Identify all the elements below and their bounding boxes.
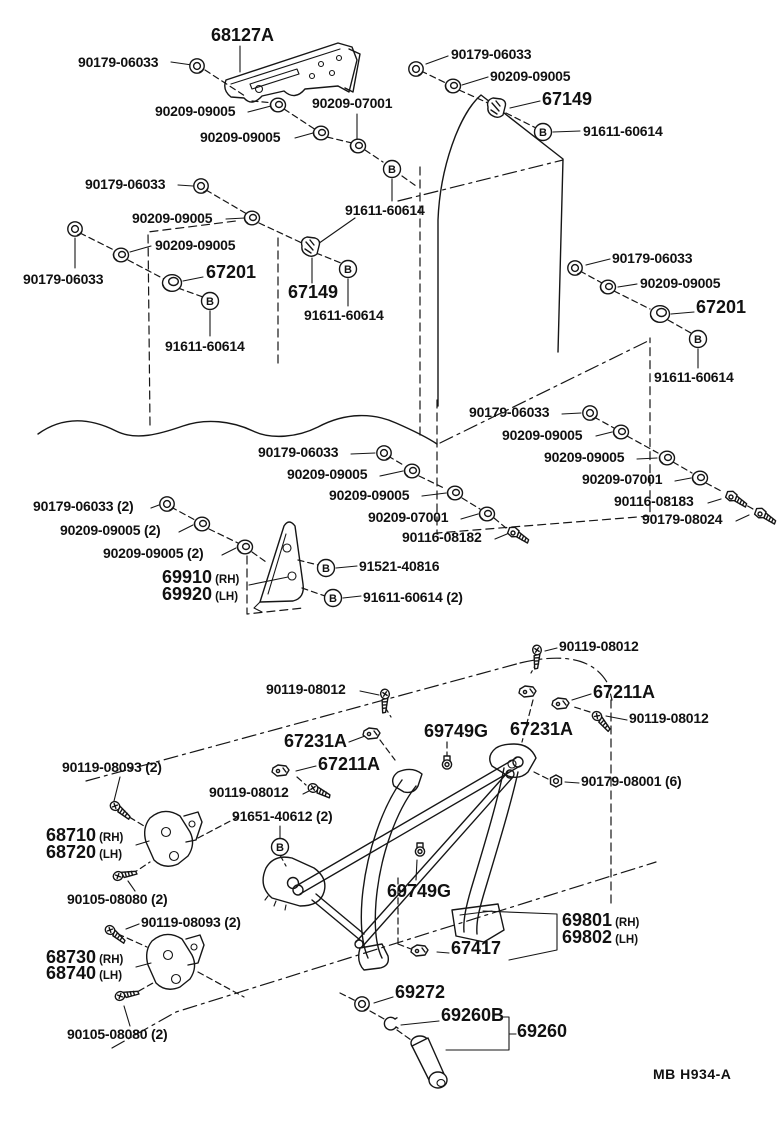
part-number-label xyxy=(542,90,592,108)
part-number-label xyxy=(614,494,694,508)
part-number-label xyxy=(583,124,663,138)
part-number-text: 69260B xyxy=(441,1005,505,1025)
part-number-label xyxy=(258,445,338,459)
part-number-text: 69749G xyxy=(424,721,489,741)
part-number-label xyxy=(165,339,245,353)
part-side-suffix: (LH) xyxy=(215,591,239,603)
part-number-text: 90179-06033 xyxy=(258,444,339,460)
part-number-text: 91651-40612 (2) xyxy=(232,808,333,824)
part-number-label xyxy=(200,130,280,144)
svg-text:B: B xyxy=(388,164,396,176)
part-number-label xyxy=(559,639,639,653)
part-side-suffix: (LH) xyxy=(99,970,123,982)
part-number-label xyxy=(318,755,380,773)
part-number-text: 90209-09005 xyxy=(490,68,571,84)
part-number-label xyxy=(387,882,451,900)
part-number-label xyxy=(582,472,662,486)
part-number-text: 91611-60614 xyxy=(304,307,384,323)
part-number-text: 90119-08012 xyxy=(209,784,289,800)
part-side-suffix: (RH) xyxy=(99,832,124,844)
part-number-text: 90179-08024 xyxy=(642,511,723,527)
part-number-text: 90209-09005 (2) xyxy=(103,545,204,561)
part-number-label xyxy=(629,711,709,725)
part-number-text: 69272 xyxy=(395,982,446,1002)
svg-text:B: B xyxy=(276,842,284,854)
part-number-text: 67231A xyxy=(510,719,574,739)
part-number-text: 69260 xyxy=(517,1021,568,1041)
part-number-text: 90179-06033 (2) xyxy=(33,498,134,514)
part-number-label xyxy=(517,1022,567,1040)
part-number-text: 90209-09005 xyxy=(155,237,236,253)
part-number-text: 69920 xyxy=(162,584,213,604)
part-number-text: 90179-06033 xyxy=(85,176,166,192)
part-number-label xyxy=(451,47,531,61)
part-number-text: 91521-40816 xyxy=(359,558,440,574)
svg-text:B: B xyxy=(694,334,702,346)
part-number-label xyxy=(67,1027,168,1041)
part-number-text: 68740 xyxy=(46,963,97,983)
part-number-text: 90179-08001 (6) xyxy=(581,773,682,789)
part-number-text: 69801 xyxy=(562,910,613,930)
part-number-label xyxy=(562,928,638,947)
part-number-label xyxy=(67,892,168,906)
part-number-label xyxy=(46,843,122,862)
part-number-text: 67211A xyxy=(318,754,381,774)
part-number-label xyxy=(155,238,235,252)
part-number-label xyxy=(696,298,746,316)
svg-text:B: B xyxy=(322,563,330,575)
part-number-text: 90209-09005 xyxy=(287,466,368,482)
part-number-text: 90179-06033 xyxy=(451,46,532,62)
part-number-label xyxy=(304,308,384,322)
part-number-text: 90209-09005 xyxy=(200,129,281,145)
part-side-suffix: (LH) xyxy=(615,934,639,946)
part-number-text: 90209-07001 xyxy=(312,95,393,111)
part-number-label xyxy=(288,283,338,301)
part-number-label xyxy=(441,1006,504,1024)
part-number-text: 90105-08080 (2) xyxy=(67,1026,168,1042)
part-number-text: 91611-60614 xyxy=(654,369,734,385)
part-number-label xyxy=(502,428,582,442)
part-number-label xyxy=(287,467,367,481)
part-number-text: 90209-09005 xyxy=(155,103,236,119)
part-number-text: 90209-09005 xyxy=(640,275,721,291)
part-number-label xyxy=(155,104,235,118)
part-number-label xyxy=(510,720,573,738)
part-number-text: 90179-06033 xyxy=(612,250,693,266)
page-code: MB H934-A xyxy=(653,1066,732,1082)
part-number-text: 67201 xyxy=(696,297,747,317)
part-number-label xyxy=(469,405,549,419)
part-number-text: 90209-07001 xyxy=(368,509,449,525)
part-number-text: 91611-60614 xyxy=(583,123,663,139)
part-number-text: 90119-08093 (2) xyxy=(62,759,162,775)
part-number-text: 67149 xyxy=(288,282,339,302)
part-number-label xyxy=(451,939,501,957)
part-number-text: 90116-08182 xyxy=(402,529,482,545)
part-number-text: 68127A xyxy=(211,25,275,45)
part-number-text: 90179-06033 xyxy=(469,404,550,420)
part-number-label xyxy=(424,722,488,740)
part-number-label xyxy=(395,983,445,1001)
part-number-label xyxy=(402,530,482,544)
part-number-label xyxy=(544,450,624,464)
part-number-text: 68720 xyxy=(46,842,97,862)
svg-text:B: B xyxy=(344,264,352,276)
part-side-suffix: (RH) xyxy=(215,574,240,586)
part-number-text: 68730 xyxy=(46,947,97,967)
part-number-text: 69802 xyxy=(562,927,613,947)
part-number-text: 91611-60614 (2) xyxy=(363,589,463,605)
part-number-label xyxy=(593,683,655,701)
part-side-suffix: (RH) xyxy=(615,917,640,929)
part-number-label xyxy=(581,774,682,788)
part-number-label xyxy=(23,272,103,286)
part-number-label xyxy=(490,69,570,83)
part-number-label xyxy=(46,964,122,983)
part-number-text: 91611-60614 xyxy=(165,338,245,354)
part-number-label xyxy=(85,177,165,191)
part-number-text: 90209-09005 xyxy=(132,210,213,226)
part-number-text: 67417 xyxy=(451,938,502,958)
svg-text:B: B xyxy=(539,127,547,139)
part-number-label xyxy=(33,499,134,513)
part-number-text: 90119-08012 xyxy=(559,638,639,654)
part-number-label xyxy=(141,915,241,929)
part-number-label xyxy=(60,523,161,537)
part-number-label xyxy=(162,585,238,604)
part-number-label xyxy=(312,96,392,110)
part-number-text: 68710 xyxy=(46,825,97,845)
part-number-label xyxy=(359,559,439,573)
part-number-label xyxy=(642,512,722,526)
part-number-text: 67201 xyxy=(206,262,257,282)
part-number-label xyxy=(209,785,289,799)
part-number-text: 90179-06033 xyxy=(78,54,159,70)
part-number-text: 67231A xyxy=(284,731,348,751)
part-number-label xyxy=(232,809,333,823)
part-number-label xyxy=(329,488,409,502)
part-number-label xyxy=(78,55,158,69)
part-side-suffix: (RH) xyxy=(99,954,124,966)
part-number-text: 67211A xyxy=(593,682,656,702)
part-number-text: 90209-07001 xyxy=(582,471,663,487)
svg-text:B: B xyxy=(329,593,337,605)
part-number-text: 90209-09005 xyxy=(502,427,583,443)
part-number-label xyxy=(368,510,448,524)
part-number-label xyxy=(640,276,720,290)
part-number-text: 90119-08093 (2) xyxy=(141,914,241,930)
part-number-text: 67149 xyxy=(542,89,593,109)
part-number-label xyxy=(103,546,204,560)
part-number-label xyxy=(654,370,734,384)
svg-text:B: B xyxy=(206,296,214,308)
part-number-label xyxy=(62,760,162,774)
part-number-text: 90209-09005 (2) xyxy=(60,522,161,538)
part-number-text: 90209-09005 xyxy=(329,487,410,503)
part-number-label xyxy=(132,211,212,225)
part-number-text: 90119-08012 xyxy=(629,710,709,726)
part-number-label xyxy=(363,590,463,604)
part-number-text: 91611-60614 xyxy=(345,202,425,218)
part-number-text: 90119-08012 xyxy=(266,681,346,697)
part-number-label xyxy=(211,26,274,44)
part-number-text: 90209-09005 xyxy=(544,449,625,465)
part-number-label xyxy=(266,682,346,696)
part-number-text: 69910 xyxy=(162,567,213,587)
part-number-label xyxy=(612,251,692,265)
part-number-text: 69749G xyxy=(387,881,452,901)
part-number-label xyxy=(284,732,347,750)
part-number-text: 90116-08183 xyxy=(614,493,694,509)
part-number-text: 90179-06033 xyxy=(23,271,104,287)
part-number-label xyxy=(345,203,425,217)
part-number-label xyxy=(206,263,256,281)
part-number-text: 90105-08080 (2) xyxy=(67,891,168,907)
part-side-suffix: (LH) xyxy=(99,849,123,861)
